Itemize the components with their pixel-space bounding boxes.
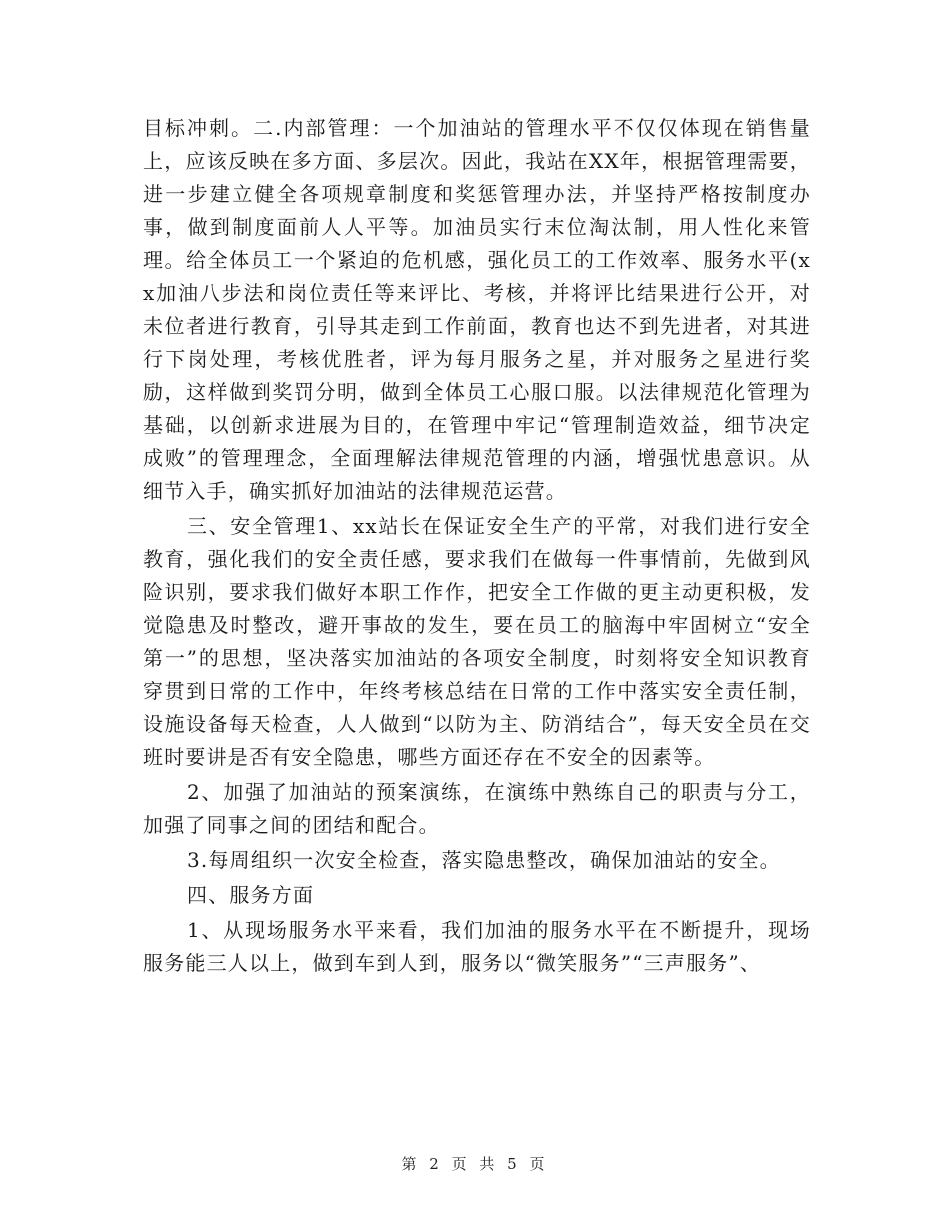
section-heading-service: 四、服务方面 xyxy=(187,883,315,907)
document-body xyxy=(143,112,811,980)
paragraph-weekly-inspection: 3.每周组织一次安全检查，落实隐患整改，确保加油站的安全。 xyxy=(187,848,781,872)
paragraph-internal-management: 目标冲刺。二.内部管理：一个加油站的管理水平不仅仅体现在销售量上，应该反映在多方面、多层次。因此，我站在XX年，根据管理需要，进一步建立健全各项规章制度和奖惩管理办法，并坚持严格按制度办事，做到制度面前人人平等。加油员实行末位淘汰制，用人性化来管理。给全体员工一个紧迫的危机感，强化员工的工作效率、服务水平(xx加油八步法和岗位责任等来评比、考核，并将评比结果进行公开，对未位者进行教育，引导其走到工作前面，教育也达不到先进者，对其进行下岗处理，考核优胜者，评为每月服务之星，并对服务之星进行奖励，这样做到奖罚分明，做到全体员工心服口服。以法律规范化管理为基础，以创新求进展为目的，在管理中牢记“管理制造效益，细节决定成败”的管理理念，全面理解法律规范管理的内涵，增强忧患意识。从细节入手，确实抓好加油站的法律规范运营。 xyxy=(143,116,811,503)
paragraph-safety-management: 三、安全管理1、xx站长在保证安全生产的平常，对我们进行安全教育，强化我们的安全责任感，要求我们在做每一件事情前，先做到风险识别，要求我们做好本职工作作，把安全工作做的更主动更积极，发觉隐患及时整改，避开事故的发生，要在员工的脑海中牢固树立“安全第一”的思想，坚决落实加油站的各项安全制度，时刻将安全知识教育穿贯到日常的工作中，年终考核总结在日常的工作中落实安全责任制，设施设备每天检查，人人做到“以防为主、防消结合”，每天安全员在交班时要讲是否有安全隐患，哪些方面还存在不安全的因素等。 xyxy=(143,514,811,769)
paragraph-service-level: 1、从现场服务水平来看，我们加油的服务水平在不断提升，现场服务能三人以上，做到车到人到，服务以“微笑服务”“三声服务”、 xyxy=(143,918,811,975)
page-number-footer: 第 2 页 共 5 页 xyxy=(401,1155,549,1173)
paragraph-emergency-drill: 2、加强了加油站的预案演练，在演练中熟练自己的职责与分工，加强了同事之间的团结和配合。 xyxy=(143,780,811,837)
